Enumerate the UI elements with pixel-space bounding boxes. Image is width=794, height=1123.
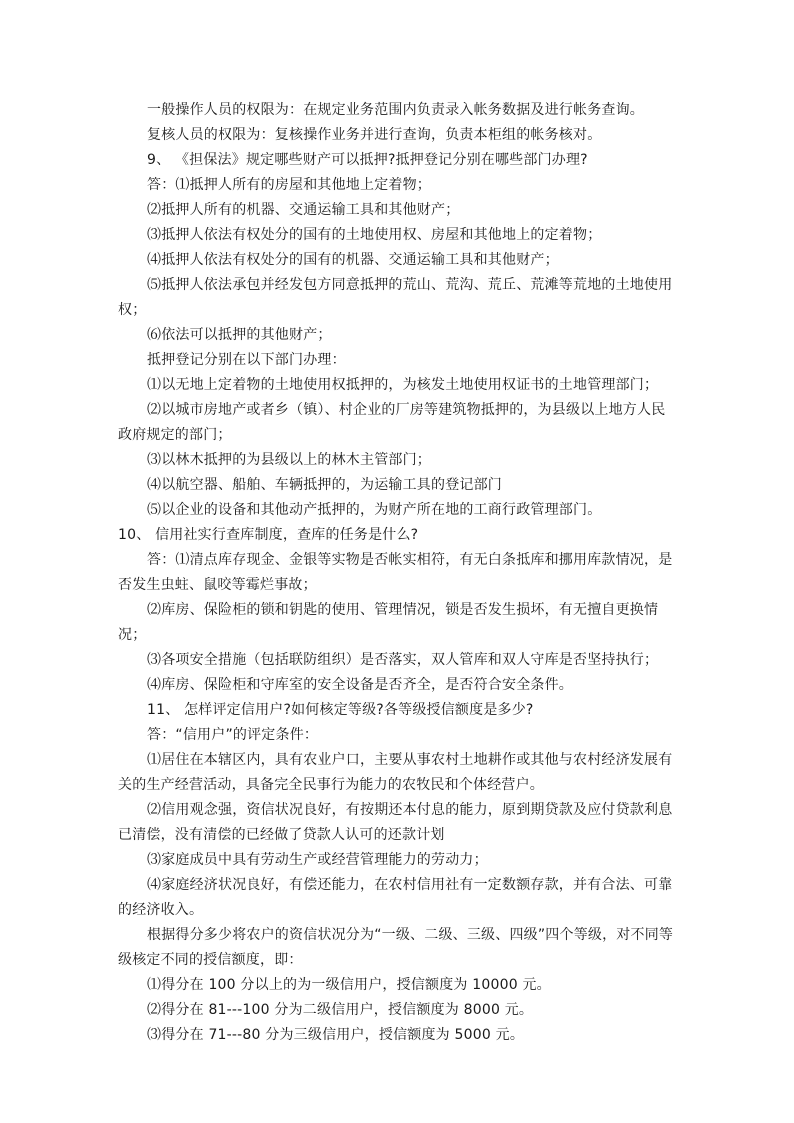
paragraph: 一般操作人员的权限为：在规定业务范围内负责录入帐务数据及进行帐务查询。 (147, 102, 644, 118)
answer-item: ⑵库房、保险柜的锁和钥匙的使用、管理情况，锁是否发生损坏，有无擅自更换情况； (118, 602, 659, 643)
answer-item: ⑵以城市房地产或者乡（镇）、村企业的厂房等建筑物抵押的，为县级以上地方人民政府规定的部门； (118, 402, 666, 443)
answer-item: ⑴居住在本辖区内，具有农业户口，主要从事农村土地耕作或其他与农村经济发展有关的生产经营活动，具备完全民事行为能力的农牧民和个体经营户。 (118, 752, 673, 793)
answer-item: ⑹依法可以抵押的其他财产； (147, 327, 332, 343)
paragraph: 抵押登记分别在以下部门办理： (147, 352, 346, 368)
answer-item: ⑷抵押人依法有权处分的国有的机器、交通运输工具和其他财产； (147, 252, 559, 268)
answer-item: ⑶得分在 71---80 分为三级信用户，授信额度为 5000 元。 (147, 1027, 525, 1043)
answer-item: ⑶家庭成员中具有劳动生产或经营管理能力的劳动力； (147, 852, 488, 868)
document-body (118, 98, 678, 1048)
answer-item: 答：⑴抵押人所有的房屋和其他地上定着物； (147, 177, 431, 193)
answer-item: ⑵得分在 81---100 分为二级信用户，授信额度为 8000 元。 (147, 1002, 534, 1018)
question-heading: 10、 信用社实行查库制度，查库的任务是什么? (118, 527, 419, 543)
answer-item: ⑴以无地上定着物的土地使用权抵押的，为核发土地使用权证书的土地管理部门； (147, 377, 659, 393)
answer-item: 答：“信用户”的评定条件： (147, 727, 319, 743)
question-heading: 11、 怎样评定信用户?如何核定等级?各等级授信额度是多少? (147, 702, 534, 718)
answer-item: ⑸以企业的设备和其他动产抵押的，为财产所在地的工商行政管理部门。 (147, 502, 602, 518)
paragraph: 复核人员的权限为：复核操作业务并进行查询，负责本柜组的帐务核对。 (147, 127, 602, 143)
answer-item: ⑴得分在 100 分以上的为一级信用户，授信额度为 10000 元。 (147, 977, 551, 993)
question-heading: 9、 《担保法》规定哪些财产可以抵押?抵押登记分别在哪些部门办理? (147, 152, 588, 168)
answer-item: ⑶抵押人依法有权处分的国有的土地使用权、房屋和其他地上的定着物； (147, 227, 602, 243)
paragraph: 根据得分多少将农户的资信状况分为“一级、二级、三级、四级”四个等级，对不同等级核定不同的授信额度，即： (118, 927, 674, 968)
answer-item: ⑷库房、保险柜和守库室的安全设备是否齐全，是否符合安全条件。 (147, 677, 573, 693)
answer-item: ⑵抵押人所有的机器、交通运输工具和其他财产； (147, 202, 460, 218)
answer-item: ⑸抵押人依法承包并经发包方同意抵押的荒山、荒沟、荒丘、荒滩等荒地的土地使用权； (118, 277, 673, 318)
answer-item: ⑶各项安全措施（包括联防组织）是否落实，双人管库和双人守库是否坚持执行； (147, 652, 659, 668)
answer-item: 答：⑴清点库存现金、金银等实物是否帐实相符，有无白条抵库和挪用库款情况，是否发生虫蛀、鼠咬等霉烂事故； (118, 552, 673, 593)
answer-item: ⑵信用观念强，资信状况良好，有按期还本付息的能力，原到期贷款及应付贷款利息已清偿，没有清偿的已经做了贷款人认可的还款计划 (118, 802, 673, 843)
answer-item: ⑷家庭经济状况良好，有偿还能力，在农村信用社有一定数额存款，并有合法、可靠的经济收入。 (118, 877, 673, 918)
answer-item: ⑷以航空器、船舶、车辆抵押的，为运输工具的登记部门 (147, 477, 502, 493)
answer-item: ⑶以林木抵押的为县级以上的林木主管部门； (147, 452, 431, 468)
